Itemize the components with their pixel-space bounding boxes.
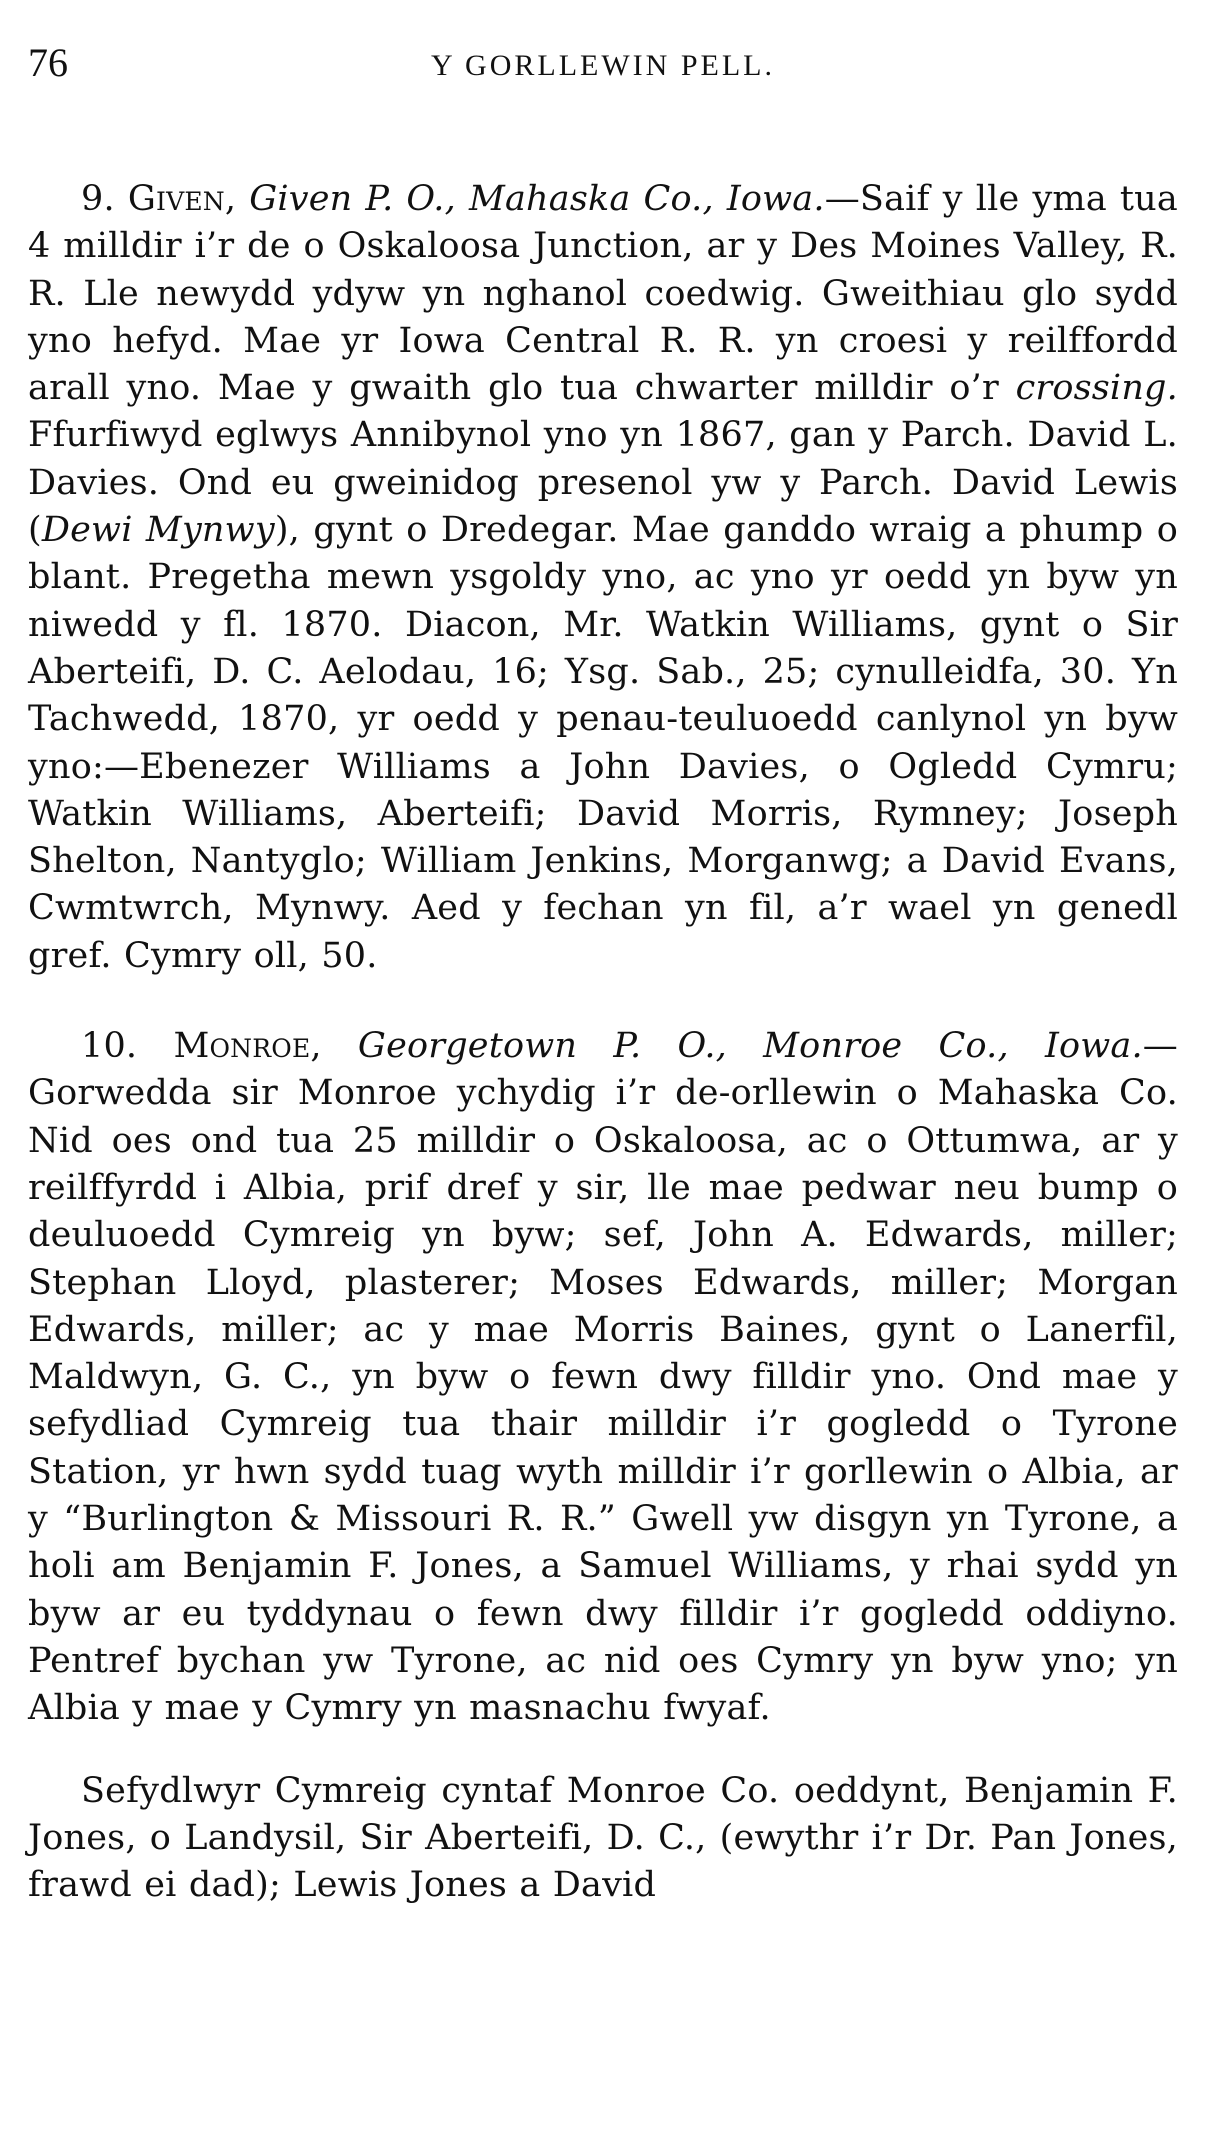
entry-monroe: 10. Monroe, Georgetown P. O., Monroe Co., Iowa.—Gorwedda sir Monroe ychydig i’r de-orllewin o Mahaska Co. Nid oes ond tua 25 milldir o Oskaloosa, ac o Ottumwa, ar y reilffyrdd i Albia, prif dref y sir, lle mae pedwar neu bump o deuluoedd Cymreig yn byw; sef, John A. Edwards, miller; Stephan Lloyd, plasterer; Moses Edwards, miller; Morgan Edwards, miller; ac y mae Morris Baines, gynt o Lanerfil, Maldwyn, G. C., yn byw o fewn dwy filldir yno. Ond mae y sefydliad Cymreig tua thair milldir i’r gogledd o Tyrone Station, yr hwn sydd tuag wyth milldir i’r gorllewin o Albia, ar y “Burlington & Missouri R. R.” Gwell yw disgyn yn Tyrone, a holi am Benjamin F. Jones, a Samuel Williams, y rhai sydd yn byw ar eu tyddynau o fewn dwy filldir i’r gogledd oddiyno. Pentref bychan yw Tyrone, ac nid oes Cymry yn byw yno; yn Albia y mae y Cymry yn masnachu fwyaf. <box>28 1026 1178 1729</box>
entry-number: 9. <box>81 179 115 219</box>
entry-number: 10. <box>81 1026 138 1067</box>
entry-place-name: Given <box>127 179 225 219</box>
entry-text-end: ), gynt o Dredegar. Mae ganddo wraig a phump o blant. Pregetha mewn ysgoldy yno, ac yno yr oedd yn byw yn niwedd y fl. 1870. Diacon, Mr. Watkin Williams, gynt o Sir Aberteifi, D. C. Aelodau, 16; Ysg. Sab., 25; cynulleidfa, 30. Yn Tachwedd, 1870, yr oedd y penau-teuluoedd canlynol yn byw yno:—Ebenezer Williams a John Davies, o Ogledd Cymru; Watkin Williams, Aberteifi; David Morris, Rymney; Joseph Shelton, Nantyglo; William Jenkins, Morganwg; a David Evans, Cwmtwrch, Mynwy. Aed y fechan yn fil, a’r wael yn genedl gref. Cymry oll, 50. <box>28 510 1178 976</box>
entry-italic-name: Dewi Mynwy <box>41 510 275 551</box>
entry-monroe-settlers <box>28 1768 1178 1910</box>
entry-text-continued: Ffurfiwyd eglwys Annibynol yno yn 1867, gan y Parch. David L. Davies. Ond eu gweinidog presenol yw y Parch. David Lewis ( <box>28 415 1178 551</box>
entry-location: Georgetown P. O., Monroe Co., Iowa. <box>357 1026 1143 1067</box>
book-page <box>28 38 1178 1944</box>
entry-text: Sefydlwyr Cymreig cyntaf Monroe Co. oeddynt, Benjamin F. Jones, o Landysil, Sir Aberteifi, D. C., (ewythr i’r Dr. Pan Jones, frawd ei dad); Lewis Jones a David <box>28 1770 1178 1906</box>
running-head <box>28 38 1178 98</box>
page-number: 76 <box>28 40 68 85</box>
entry-given: 9. Given, Given P. O., Mahaska Co., Iowa.—Saif y lle yma tua 4 milldir i’r de o Oskaloosa Junction, ar y Des Moines Valley, R. R. Lle newydd ydyw yn nghanol coedwig. Gweithiau glo sydd yno hefyd. Mae yr Iowa Central R. R. yn croesi y reilffordd arall yno. Mae y gwaith glo tua chwarter milldir o’r crossing. Ffurfiwyd eglwys Annibynol yno yn 1867, gan y Parch. David L. Davies. Ond eu gweinidog presenol yw y Parch. David Lewis (Dewi Mynwy), gynt o Dredegar. Mae ganddo wraig a phump o blant. Pregetha mewn ysgoldy yno, ac yno yr oedd yn byw yn niwedd y fl. 1870. Diacon, Mr. Watkin Williams, gynt o Sir Aberteifi, D. C. Aelodau, 16; Ysg. Sab., 25; cynulleidfa, 30. Yn Tachwedd, 1870, yr oedd y penau-teuluoedd canlynol yn byw yno:—Ebenezer Williams a John Davies, o Ogledd Cymru; Watkin Williams, Aberteifi; David Morris, Rymney; Joseph Shelton, Nantyglo; William Jenkins, Morganwg; a David Evans, Cwmtwrch, Mynwy. Aed y fechan yn fil, a’r wael yn genedl gref. Cymry oll, 50. <box>28 179 1178 976</box>
page-header-title: Y GORLLEWIN PELL. <box>431 49 775 82</box>
entry-location: Given P. O., Mahaska Co., Iowa. <box>249 179 825 219</box>
entry-text: —Saif y lle yma tua 4 milldir i’r de o Oskaloosa Junction, ar y Des Moines Valley, R. R. Lle newydd ydyw yn nghanol coedwig. Gweithiau glo sydd yno hefyd. Mae yr Iowa Central R. R. yn croesi y reilffordd arall yno. Mae y gwaith glo tua chwarter milldir o’r <box>28 179 1178 409</box>
entry-italic-word: crossing. <box>1015 368 1178 409</box>
entries <box>28 176 1178 1909</box>
entry-text: —Gorwedda sir Monroe ychydig i’r de-orllewin o Mahaska Co. Nid oes ond tua 25 milldir o Oskaloosa, ac o Ottumwa, ar y reilffyrdd i Albia, prif dref y sir, lle mae pedwar neu bump o deuluoedd Cymreig yn byw; sef, John A. Edwards, miller; Stephan Lloyd, plasterer; Moses Edwards, miller; Morgan Edwards, miller; ac y mae Morris Baines, gynt o Lanerfil, Maldwyn, G. C., yn byw o fewn dwy filldir yno. Ond mae y sefydliad Cymreig tua thair milldir i’r gogledd o Tyrone Station, yr hwn sydd tuag wyth milldir i’r gorllewin o Albia, ar y “Burlington & Missouri R. R.” Gwell yw disgyn yn Tyrone, a holi am Benjamin F. Jones, a Samuel Williams, y rhai sydd yn byw ar eu tyddynau o fewn dwy filldir i’r gogledd oddiyno. Pentref bychan yw Tyrone, ac nid oes Cymry yn byw yno; yn Albia y mae y Cymry yn masnachu fwyaf. <box>28 1026 1178 1729</box>
entry-place-name: Monroe <box>173 1026 311 1067</box>
